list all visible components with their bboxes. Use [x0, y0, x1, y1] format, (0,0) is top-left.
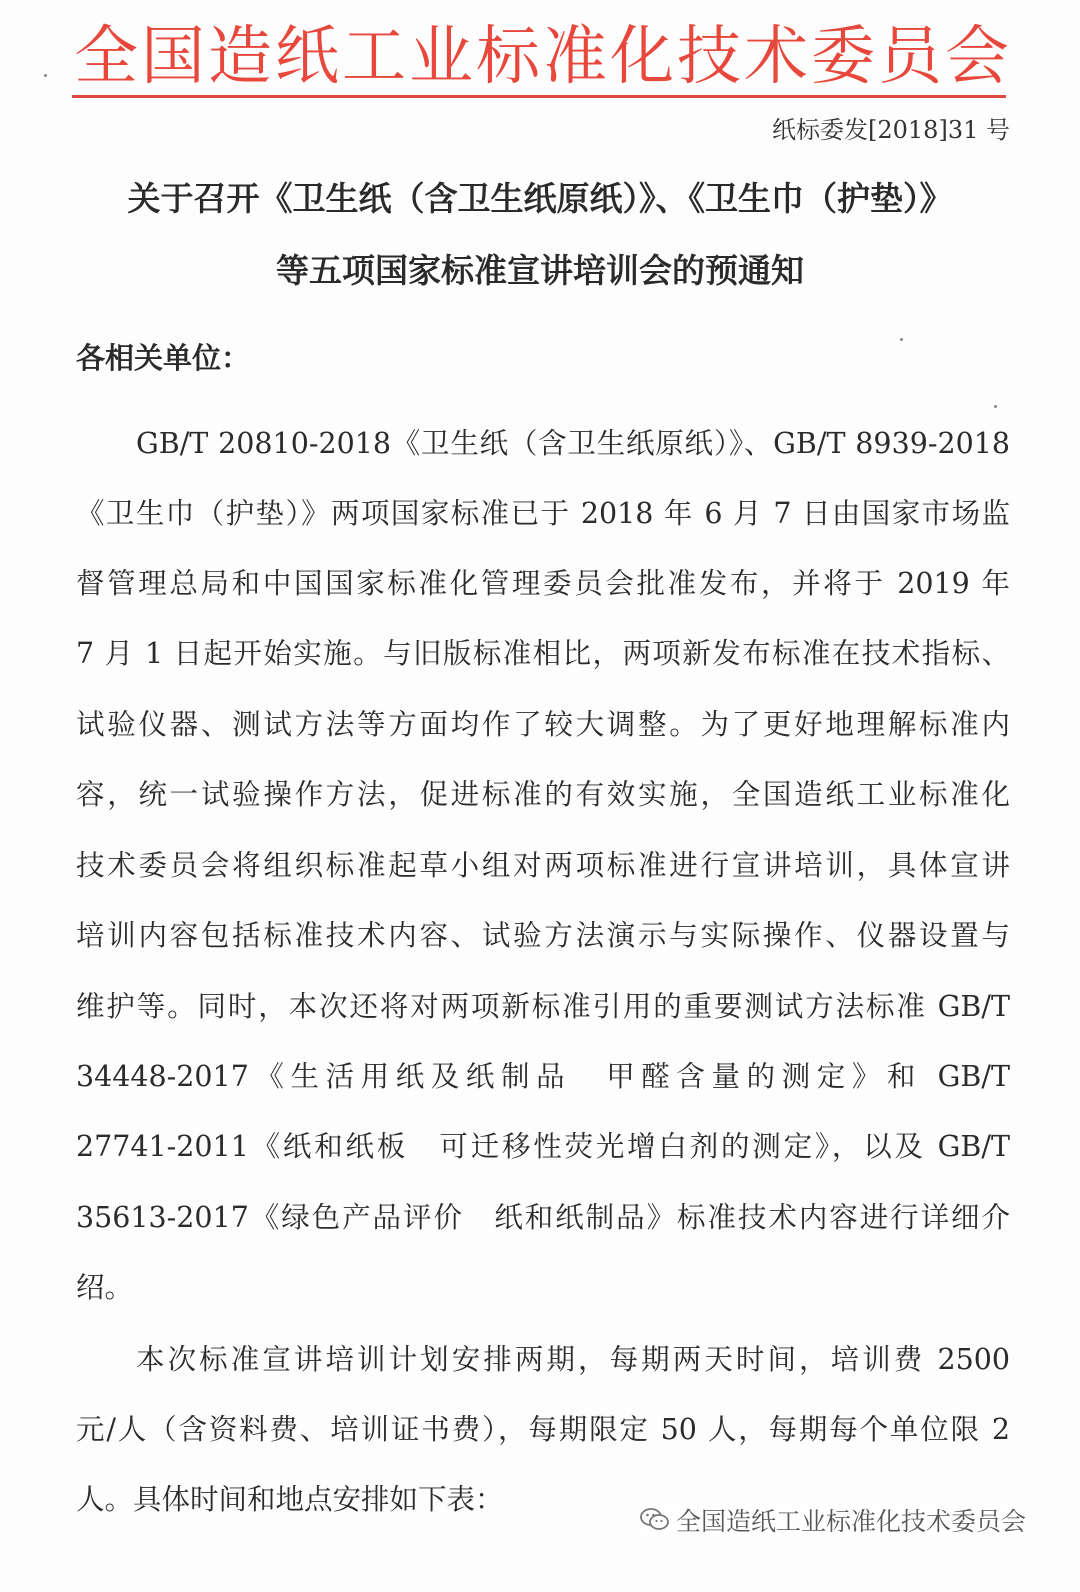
- body-line: 本次标准宣讲培训计划安排两期，每期两天时间，培训费 2500: [136, 1343, 1010, 1376]
- wechat-icon: [640, 1507, 670, 1539]
- letterhead-divider: [72, 95, 1006, 98]
- body-line: 34448-2017《生活用纸及纸制品 甲醛含量的测定》和 GB/T: [76, 1060, 1010, 1093]
- wechat-watermark: [636, 1500, 1030, 1541]
- paper-speck: [900, 338, 903, 341]
- paper-speck: [44, 74, 47, 77]
- document-number: 纸标委发[2018]31 号: [772, 116, 1010, 144]
- body-line: 绍。: [76, 1271, 134, 1304]
- body-line: 技术委员会将组织标准起草小组对两项标准进行宣讲培训，具体宣讲: [76, 849, 1010, 882]
- body-line: 维护等。同时，本次还将对两项新标准引用的重要测试方法标准 GB/T: [76, 990, 1010, 1023]
- body-line: 《卫生巾（护垫）》两项国家标准已于 2018 年 6 月 7 日由国家市场监: [76, 497, 1010, 530]
- letterhead-title: 全国造纸工业标准化技术委员会: [74, 20, 1012, 94]
- body-line: 试验仪器、测试方法等方面均作了较大调整。为了更好地理解标准内: [76, 708, 1010, 741]
- body-line: 27741-2011《纸和纸板 可迁移性荧光增白剂的测定》，以及 GB/T: [76, 1130, 1010, 1163]
- body-line: 7 月 1 日起开始实施。与旧版标准相比，两项新发布标准在技术指标、: [76, 637, 1010, 670]
- notice-title-line-2: 等五项国家标准宣讲培训会的预通知: [276, 251, 804, 290]
- body-line: 培训内容包括标准技术内容、试验方法演示与实际操作、仪器设置与: [76, 919, 1010, 952]
- body-line: 督管理总局和中国国家标准化管理委员会批准发布，并将于 2019 年: [76, 567, 1010, 600]
- body-line: 35613-2017《绿色产品评价 纸和纸制品》标准技术内容进行详细介: [76, 1201, 1010, 1234]
- body-line: 人。具体时间和地点安排如下表：: [76, 1483, 504, 1516]
- salutation: 各相关单位：: [76, 341, 251, 375]
- body-line: 元/人（含资料费、培训证书费），每期限定 50 人，每期每个单位限 2: [76, 1413, 1010, 1446]
- notice-title-line-1: 关于召开《卫生纸（含卫生纸原纸）》、《卫生巾（护垫）》: [127, 179, 953, 218]
- body-line: 容，统一试验操作方法，促进标准的有效实施，全国造纸工业标准化: [76, 778, 1010, 811]
- body-line: GB/T 20810-2018《卫生纸（含卫生纸原纸）》、GB/T 8939-2018: [136, 427, 1010, 460]
- watermark-text: 全国造纸工业标准化技术委员会: [675, 1507, 1026, 1536]
- paper-speck: [994, 405, 997, 408]
